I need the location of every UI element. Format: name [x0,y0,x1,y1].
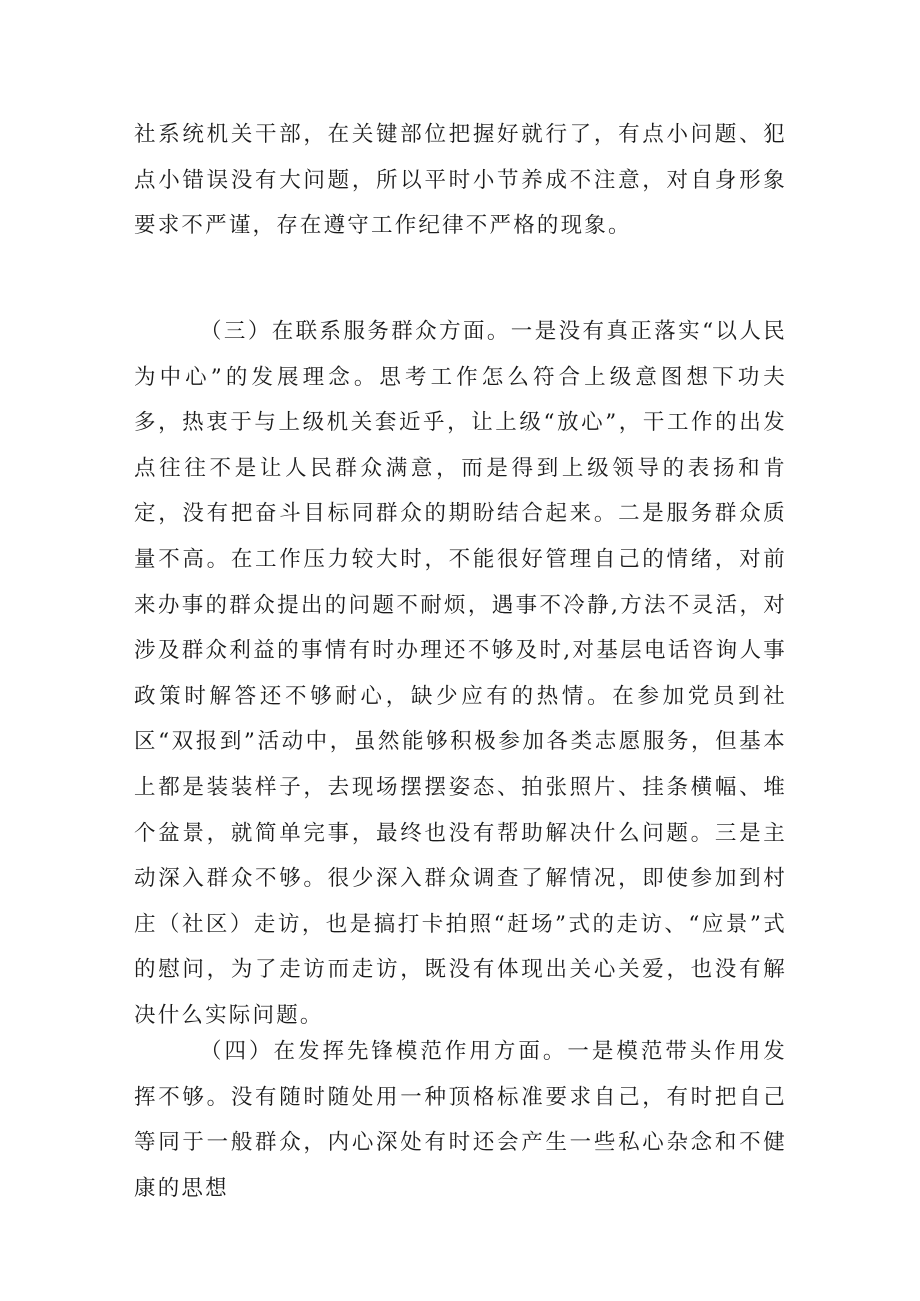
paragraph-section-four: （四）在发挥先锋模范作用方面。一是模范带头作用发挥不够。没有随时随处用一种顶格标准要求自己，有时把自己等同于一般群众，内心深处有时还会产生一些私心杂念和不健康的思想 [134,1039,787,1201]
paragraph-continuation: 社系统机关干部，在关键部位把握好就行了，有点小问题、犯点小错误没有大问题，所以平时小节养成不注意，对自身形象要求不严谨，存在遵守工作纪律不严格的现象。 [134,122,787,239]
paragraph-section-three: （三）在联系服务群众方面。一是没有真正落实“以人民为中心”的发展理念。思考工作怎么符合上级意图想下功夫多，热衷于与上级机关套近乎，让上级“放心”，干工作的出发点往往不是让人民群众满意，而是得到上级领导的表扬和肯定，没有把奋斗目标同群众的期盼结合起来。二是服务群众质量不高。在工作压力较大时，不能很好管理自己的情绪，对前来办事的群众提出的问题不耐烦，遇事不冷静,方法不灵活，对涉及群众利益的事情有时办理还不够及时,对基层电话咨询人事政策时解答还不够耐心，缺少应有的热情。在参加党员到社区“双报到”活动中，虽然能够积极参加各类志愿服务，但基本上都是装装样子，去现场摆摆姿态、拍张照片、挂条横幅、堆个盆景，就简单完事，最终也没有帮助解决什么问题。三是主动深入群众不够。很少深入群众调查了解情况，即使参加到村庄（社区）走访，也是搞打卡拍照“赶场”式的走访、“应景”式的慰问，为了走访而走访，既没有体现出关心关爱，也没有解决什么实际问题。 [134,319,787,1028]
